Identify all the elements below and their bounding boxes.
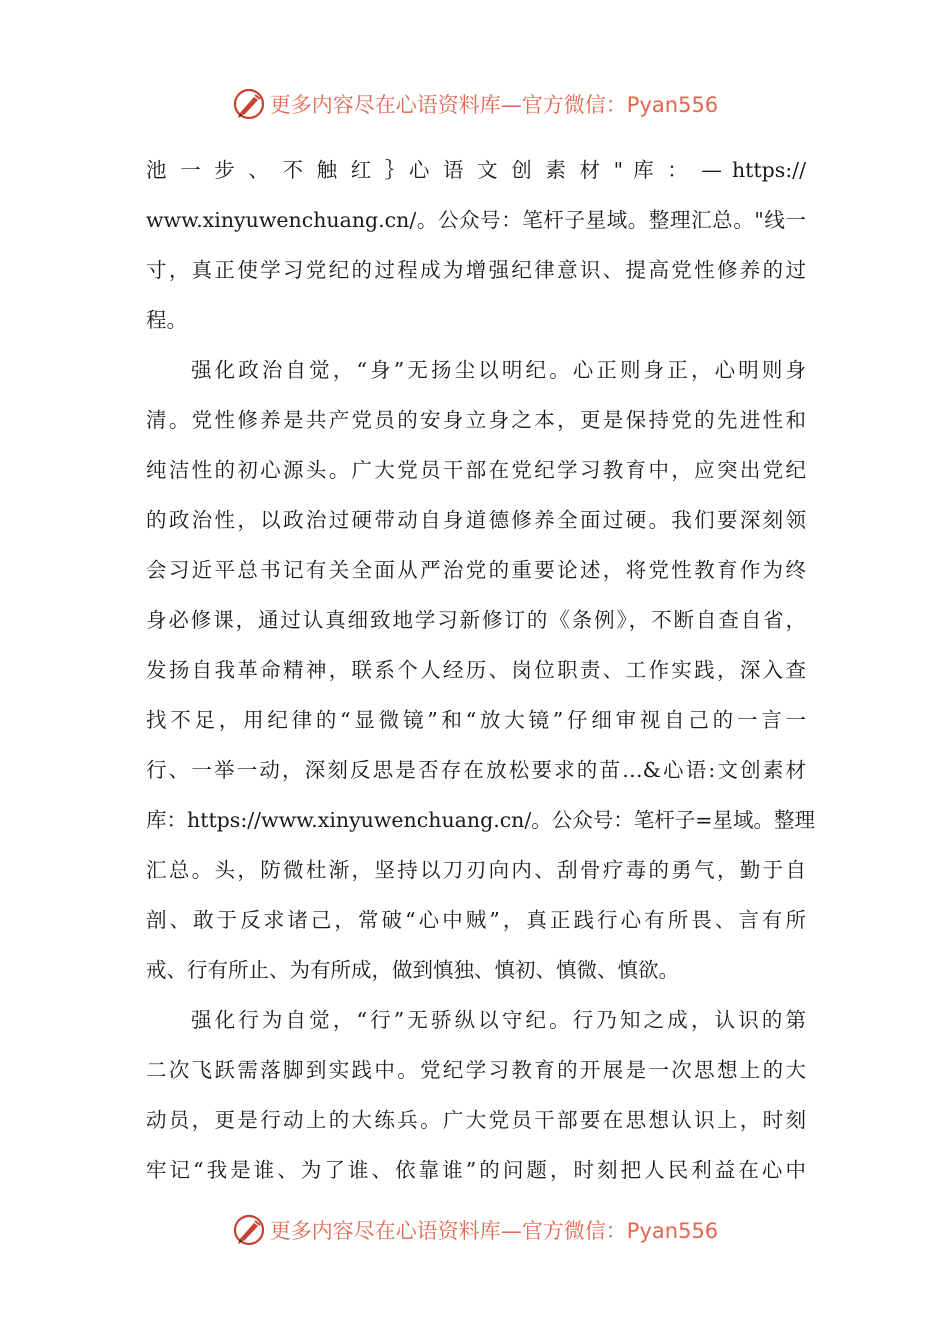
header-banner [0,84,950,124]
text-line: 找不足，用纪律的“显微镜”和“放大镜”仔细审视自己的一言一 [146,708,806,732]
text-line: 强化行为自觉，“行”无骄纵以守纪。行乃知之成，认识的第 [191,1008,806,1032]
text-line: 程。 [146,308,187,332]
document-body [146,145,815,1195]
text-line: 牢记“我是谁、为了谁、依靠谁”的问题，时刻把人民利益在心中 [146,1158,806,1182]
text-line: 身必修课，通过认真细致地学习新修订的《条例》，不断自查自省， [146,608,806,632]
banner-text [270,89,718,119]
text-line: 动员，更是行动上的大练兵。广大党员干部要在思想认识上，时刻 [146,1108,806,1132]
text-line: 强化政治自觉，“身”无扬尘以明纪。心正则身正，心明则身 [191,358,806,382]
text-line: 寸，真正使学习党纪的过程成为增强纪律意识、提高党性修养的过 [146,258,806,282]
text-line: 剖、敢于反求诸己，常破“心中贼”，真正践行心有所畏、言有所 [146,908,806,932]
text-line: 戒、行有所止、为有所成，做到慎独、慎初、慎微、慎欲。 [146,958,679,982]
text-line: 纯洁性的初心源头。广大党员干部在党纪学习教育中，应突出党纪 [146,458,806,482]
text-line: 的政治性，以政治过硬带动自身道德修养全面过硬。我们要深刻领 [146,508,806,532]
text-line: 汇总。头，防微杜渐，坚持以刀刃向内、刮骨疗毒的勇气，勤于自 [146,858,806,882]
banner-main-text: 更多内容尽在心语资料库 [269,1219,501,1243]
banner-text [270,1215,718,1245]
text-line: 二次飞跃需落脚到实践中。党纪学习教育的开展是一次思想上的大 [146,1058,806,1082]
footer-banner [0,1210,950,1250]
text-line: 发扬自我革命精神，联系个人经历、岗位职责、工作实践，深入查 [146,658,806,682]
text-line: 库：https://www.xinyuwenchuang.cn/。公众号：笔杆子=星域。整理 [146,808,815,832]
text-line: 池 一 步 、 不 触 红 ｝心 语 文 创 素 材 " 库 ： — https:// [146,158,806,182]
pen-logo-icon [232,1213,266,1247]
banner-main-text: 更多内容尽在心语资料库 [269,93,501,117]
banner-wechat-text: —官方微信：Pyan556 [500,93,719,117]
banner-wechat-text: —官方微信：Pyan556 [500,1219,719,1243]
text-line: 会习近平总书记有关全面从严治党的重要论述，将党性教育作为终 [146,558,806,582]
text-line: 行、一举一动，深刻反思是否存在放松要求的苗…&心语:文创素材 [146,758,806,782]
text-line: www.xinyuwenchuang.cn/。公众号：笔杆子星域。整理汇总。"线一 [146,208,806,232]
pen-logo-icon [232,87,266,121]
text-line: 清。党性修养是共产党员的安身立身之本，更是保持党的先进性和 [146,408,806,432]
